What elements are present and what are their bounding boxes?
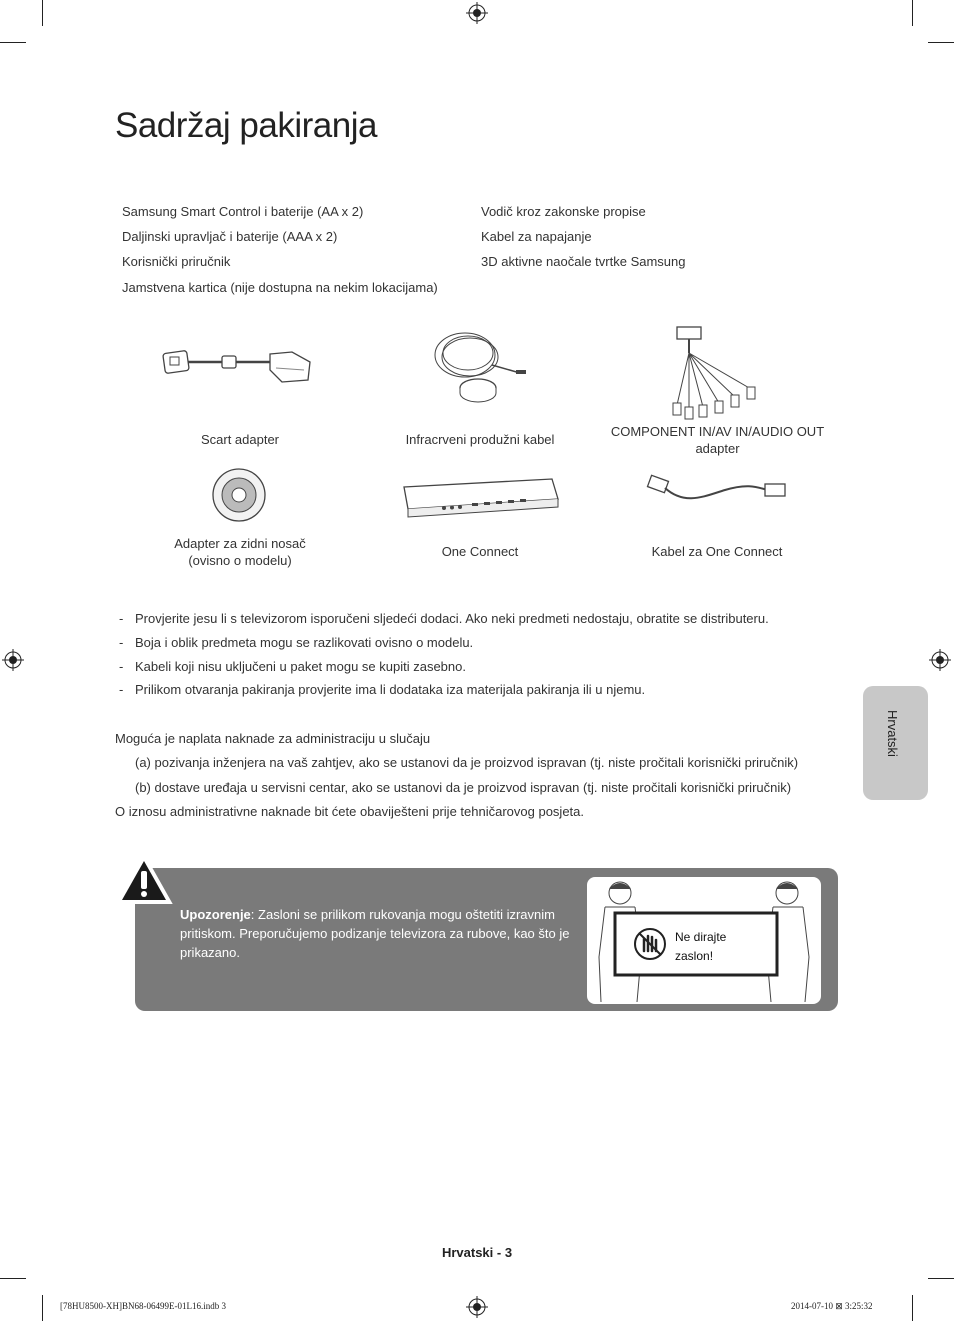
- note-text: Provjerite jesu li s televizorom isporučeni sljedeći dodaci. Ako neki predmeti nedostaju, obratite se distributeru.: [135, 611, 769, 626]
- wall-mount-adapter-icon: [210, 466, 268, 524]
- contents-item: Korisnički priručnik: [122, 254, 231, 269]
- item-caption: [600, 423, 835, 457]
- sign-text-line2: zaslon!: [675, 949, 714, 963]
- fee-case-b: (b) dostave uređaja u servisni centar, ako se ustanovi da je proizvod ispravan (tj. niste pročitali korisnički priručnik): [135, 780, 792, 795]
- note-text: Boja i oblik predmeta mogu se razlikovati ovisno o modelu.: [135, 635, 474, 650]
- item-caption: Kabel za One Connect: [651, 544, 783, 559]
- item-caption: [125, 535, 355, 569]
- item-caption: Infracrveni produžni kabel: [405, 432, 555, 447]
- print-meta-right: 2014-07-10 ⊠ 3:25:32: [791, 1301, 873, 1311]
- note-text: Prilikom otvaranja pakiranja provjerite ima li dodataka iza materijala pakiranja ili u njemu.: [135, 682, 646, 697]
- language-side-tab: [863, 686, 928, 800]
- component-adapter-icon: [665, 325, 775, 420]
- registration-mark-icon: [466, 1296, 488, 1318]
- contents-item: Jamstvena kartica (nije dostupna na nekim lokacijama): [122, 280, 438, 295]
- fee-intro: Moguća je naplata naknade za administraciju u slučaju: [115, 731, 431, 746]
- contents-item: Samsung Smart Control i baterije (AA x 2): [122, 204, 364, 219]
- one-connect-box-icon: [400, 475, 560, 520]
- one-connect-cable-icon: [645, 472, 790, 512]
- crop-mark: [912, 1295, 913, 1321]
- fee-case-a: (a) pozivanja inženjera na vaš zahtjev, ako se ustanovi da je proizvod ispravan (tj. niste pročitali korisnički priručnik): [135, 755, 799, 770]
- warning-text: [180, 905, 580, 962]
- note-item: - Provjerite jesu li s televizorom isporučeni sljedeći dodaci. Ako neki predmeti nedostaju, obratite se distributeru.: [119, 611, 769, 626]
- crop-mark: [42, 1295, 43, 1321]
- warning-body: : Zasloni se prilikom rukovanja mogu oštetiti izravnim pritiskom. Preporučujemo podizanje televizora za rubove, kao što je prikazano.: [180, 907, 570, 960]
- contents-item: Daljinski upravljač i baterije (AAA x 2): [122, 229, 338, 244]
- item-caption: Scart adapter: [200, 432, 280, 447]
- item-caption-line: adapter: [695, 441, 740, 456]
- note-item: - Boja i oblik predmeta mogu se razlikovati ovisno o modelu.: [119, 635, 474, 650]
- crop-mark: [928, 42, 954, 43]
- fee-outro: O iznosu administrativne naknade bit ćete obaviješteni prije tehničarovog posjeta.: [115, 804, 584, 819]
- print-meta-left: [78HU8500-XH]BN68-06499E-01L16.indb 3: [60, 1301, 226, 1311]
- page-footer: Hrvatski - 3: [441, 1245, 513, 1260]
- ir-extender-cable-icon: [430, 325, 530, 405]
- registration-mark-icon: [466, 2, 488, 24]
- item-caption-line: COMPONENT IN/AV IN/AUDIO OUT: [610, 424, 825, 439]
- scart-adapter-icon: [160, 340, 320, 390]
- item-caption-line: Adapter za zidni nosač: [174, 536, 306, 551]
- crop-mark: [928, 1278, 954, 1279]
- warning-triangle-icon: [115, 853, 173, 905]
- warning-label: Upozorenje: [180, 907, 251, 922]
- crop-mark: [42, 0, 43, 26]
- registration-mark-icon: [2, 649, 24, 671]
- item-caption-line: (ovisno o modelu): [188, 553, 292, 568]
- side-tab-label: Hrvatski: [885, 710, 900, 757]
- contents-item: Kabel za napajanje: [481, 229, 592, 244]
- sign-text-line1: Ne dirajte: [675, 930, 727, 944]
- contents-item: Vodič kroz zakonske propise: [481, 204, 646, 219]
- crop-mark: [0, 42, 26, 43]
- note-item: - Kabeli koji nisu uključeni u paket mogu se kupiti zasebno.: [119, 659, 466, 674]
- registration-mark-icon: [929, 649, 951, 671]
- note-item: - Prilikom otvaranja pakiranja provjerite ima li dodataka iza materijala pakiranja ili u njemu.: [119, 682, 646, 697]
- page-title: Sadržaj pakiranja: [115, 106, 377, 145]
- contents-item: 3D aktivne naočale tvrtke Samsung: [481, 254, 686, 269]
- item-caption: One Connect: [441, 544, 519, 559]
- tv-handling-illustration: [587, 877, 821, 1004]
- note-text: Kabeli koji nisu uključeni u paket mogu se kupiti zasebno.: [135, 659, 466, 674]
- crop-mark: [0, 1278, 26, 1279]
- crop-mark: [912, 0, 913, 26]
